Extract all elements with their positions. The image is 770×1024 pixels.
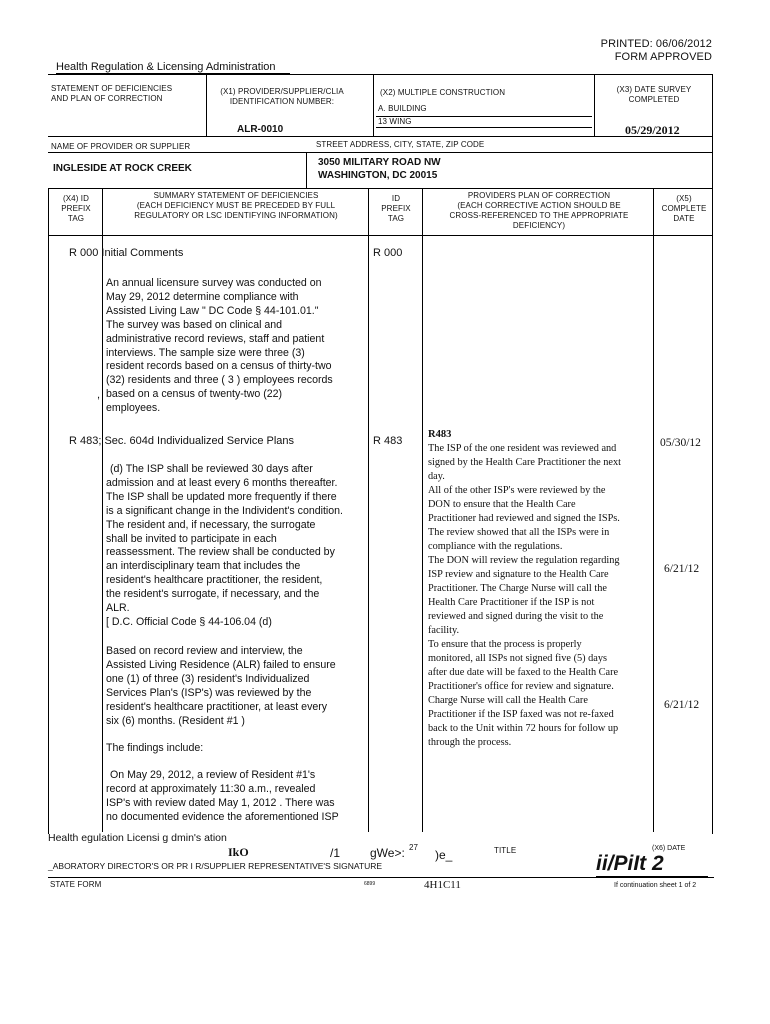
- r000-tag: R 000: [373, 247, 403, 259]
- r483-review: On May 29, 2012, a review of Resident #1's record at approximately 11:30 a.m., revealed ISP's with review dated May 1, 2012 . There was no documented evidence the aforementioned ISP: [106, 769, 339, 823]
- r000-title: R 000 Initial Comments: [69, 247, 184, 259]
- handwritten-date: ii/PiIt 2: [596, 852, 708, 877]
- grid-line: [48, 74, 712, 75]
- signature-fragment: gWe>:: [370, 846, 405, 860]
- plan-tag: R483: [428, 429, 452, 440]
- grid-line: [102, 188, 103, 235]
- r483-title: R 483; Sec. 604d Individualized Service Plans: [69, 435, 295, 447]
- grid-line: [102, 235, 103, 832]
- address-value: 3050 MILITARY ROAD NW WASHINGTON, DC 20015: [318, 157, 441, 181]
- printed-date: PRINTED: 06/06/2012: [600, 38, 712, 50]
- x1-value: ALR-0010: [237, 124, 284, 135]
- grid-line: [48, 877, 714, 878]
- x1-label: (X1) PROVIDER/SUPPLIER/CLIA IDENTIFICATION NUMBER:: [220, 87, 344, 106]
- continuation-note: If continuation sheet 1 of 2: [614, 882, 697, 889]
- x3-label: (X3) DATE SURVEY COMPLETED: [616, 85, 692, 104]
- grid-line: [206, 74, 207, 136]
- r483-tag: R 483: [373, 435, 403, 447]
- grid-line: [368, 235, 369, 832]
- signature-fragment: /1: [330, 846, 341, 860]
- x5-label: (X5) COMPLETE DATE: [661, 194, 707, 223]
- signature-fragment: 27: [409, 843, 418, 852]
- r000-text: An annual licensure survey was conducted on May 29, 2012 determine compliance with Assisted Living Law " DC Code § 44-101.01." The survey was based on clinical and administrative record reviews, staff and patient interviews. The sample size were three (3) resident records based on a census of thirty-two (32) residents and three ( 3 ) employees records based on a census of twenty-two (22) employees.: [106, 277, 333, 415]
- r483-finding: Based on record review and interview, the Assisted Living Residence (ALR) failed to ensure one (1) of three (3) resident's Individualized Services Plan's (ISP's) was reviewed by the resident's healthcare practitioner, at least every six (6) months. (Resident #1 ): [106, 645, 336, 727]
- complete-date-2: 6/21/12: [664, 563, 700, 575]
- event-id: 4H1C11: [424, 879, 461, 891]
- x3-value: 05/29/2012: [625, 123, 680, 137]
- summary-label: SUMMARY STATEMENT OF DEFICIENCIES (EACH DEFICIENCY MUST BE PRECEDED BY FULL REGULATORY OR LSC IDENTIFYING INFORMATION): [134, 191, 338, 220]
- grid-line: [48, 188, 49, 834]
- complete-date-3: 6/21/12: [664, 699, 700, 711]
- grid-line: [48, 152, 712, 153]
- grid-line: [48, 235, 712, 236]
- id-label: ID PREFIX TAG: [381, 194, 411, 223]
- x4-label: (X4) ID PREFIX TAG: [61, 194, 91, 223]
- title-label: TITLE: [494, 846, 517, 855]
- complete-date-1: 05/30/12: [660, 437, 701, 449]
- x2-building: A. BUILDING: [378, 104, 427, 113]
- grid-line: [376, 127, 592, 128]
- x2-label: (X2) MULTIPLE CONSTRUCTION: [380, 88, 506, 97]
- signature-fragment: )e_: [435, 848, 453, 862]
- provider-label: NAME OF PROVIDER OR SUPPLIER: [51, 142, 191, 151]
- plan-label: PROVIDERS PLAN OF CORRECTION (EACH CORRECTIVE ACTION SHOULD BE CROSS-REFERENCED TO THE APPROPRIATE DEFICIENCY): [449, 191, 629, 230]
- grid-line: [306, 152, 307, 188]
- form-approved: FORM APPROVED: [614, 51, 712, 63]
- grid-line: [422, 188, 423, 832]
- form-code: 6899: [364, 881, 376, 887]
- x2-wing: 13 WING: [378, 117, 412, 126]
- grid-line: [48, 136, 712, 137]
- statement-label: STATEMENT OF DEFICIENCIES AND PLAN OF CORRECTION: [51, 84, 173, 103]
- findings-include: The findings include:: [106, 742, 204, 754]
- footer-agency: Health egulation Licensi g dmin's ation: [48, 832, 227, 844]
- grid-line: [368, 188, 369, 235]
- lab-signature-label: _ABORATORY DIRECTOR'S OR PR I R/SUPPLIER REPRESENTATIVE'S SIGNATURE: [48, 861, 383, 871]
- grid-line: [594, 74, 595, 136]
- r000-mark: ,: [97, 389, 101, 401]
- address-label: STREET ADDRESS, CITY, STATE, ZIP CODE: [316, 140, 485, 149]
- provider-name: INGLESIDE AT ROCK CREEK: [53, 163, 192, 174]
- x6-label: (X6) DATE: [652, 845, 686, 852]
- plan-text: The ISP of the one resident was reviewed and signed by the Health Care Practitioner the next day. All of the other ISP's were reviewed by the DON to ensure that the Health Care Practitioner had reviewed and signed the ISPs. The review showed that all the ISPs were in compliance with the regulations. The DON will review the regulation regarding ISP review and signature to the Health Care Practitioner. The Charge Nurse will call the Health Care Practitioner if the ISP is not reviewed and signed during the visit to the facility. To ensure that the process is properly monitored, all ISPs not signed five (5) days after due date will be faxed to the Health Care Practitioner's office for review and signature. Charge Nurse will call the Health Care Practitioner if the ISP faxed was not re-faxed back to the Unit within 72 hours for follow up through the process.: [428, 443, 622, 748]
- r483-regulation: (d) The ISP shall be reviewed 30 days after admission and at least every 6 months thereafter. The ISP shall be updated more frequently if there is a significant change in the Individent's condition. The resident and, if necessary, the surrogate shall be invited to participate in each reassessment. The review shall be conducted by an interdisciplinary team that includes the resident's healthcare practitioner, the resident, the resident's surrogate, if necessary, and the ALR. [ D.C. Official Code § 44-106.04 (d): [106, 463, 343, 628]
- signature-fragment: IkO: [228, 845, 249, 859]
- grid-line: [48, 188, 712, 189]
- grid-line: [712, 74, 713, 834]
- state-form: STATE FORM: [50, 880, 102, 889]
- grid-line: [373, 74, 374, 136]
- agency-name: Health Regulation & Licensing Administration: [56, 61, 290, 74]
